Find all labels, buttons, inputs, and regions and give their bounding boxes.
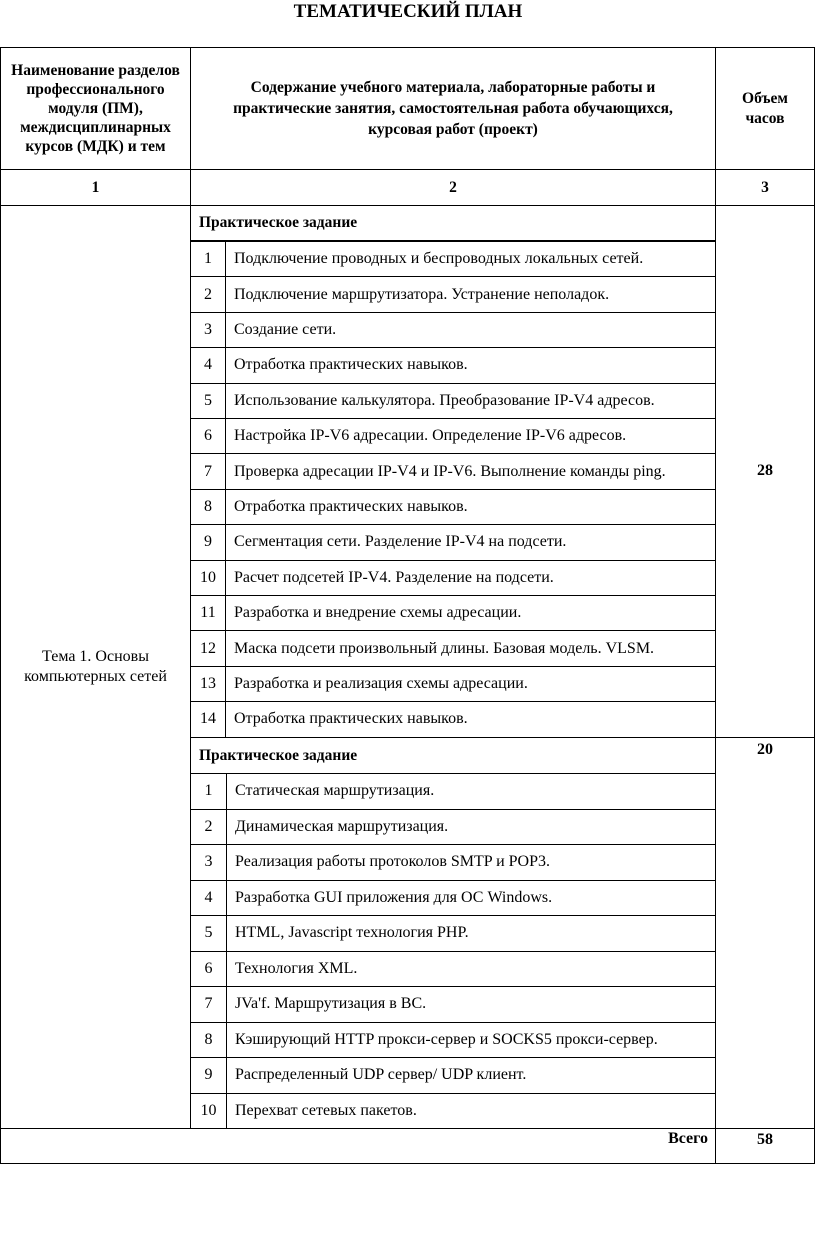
row-number: 9 [190,524,226,560]
topic-cell: Тема 1. Основы компьютерных сетей [0,205,191,1129]
row-text: Разработка и реализация схемы адресации. [225,666,716,702]
row-number: 10 [190,560,226,596]
row-number: 13 [190,666,226,702]
row-number: 6 [190,951,227,988]
row-text: Распределенный UDP сервер/ UDP клиент. [226,1057,716,1094]
row-number: 4 [190,880,227,917]
row-text: HTML, Javascript технология PHP. [226,915,716,952]
row-text: Подключение маршрутизатора. Устранение неполадок. [225,276,716,312]
row-text: Сегментация сети. Разделение IP-V4 на подсети. [225,524,716,560]
row-number: 14 [190,701,226,737]
row-number: 8 [190,1022,227,1059]
row-text: Отработка практических навыков. [225,701,716,737]
row-number: 2 [190,276,226,312]
page-title: ТЕМАТИЧЕСКИЙ ПЛАН [293,1,523,22]
col-number-3: 3 [715,169,815,206]
row-text: Разработка и внедрение схемы адресации. [225,595,716,631]
row-text: Отработка практических навыков. [225,489,716,525]
row-text: Отработка практических навыков. [225,347,716,383]
row-number: 4 [190,347,226,383]
hours-section1: 28 [757,462,773,479]
row-text: Разработка GUI приложения для ОС Windows. [226,880,716,917]
row-number: 3 [190,312,226,348]
row-text: Настройка IP-V6 адресации. Определение IP-V6 адресов. [225,418,716,454]
total-value: 58 [715,1128,815,1164]
row-text: Кэширующий HTTP прокси-сервер и SOCKS5 прокси-сервер. [226,1022,716,1059]
row-number: 1 [190,241,226,277]
row-number: 6 [190,418,226,454]
hours-cell-section2 [715,737,815,1129]
col-number-1: 1 [0,169,191,206]
row-number: 5 [190,915,227,952]
row-text: Технология XML. [226,951,716,988]
hours-section2: 20 [757,741,773,758]
row-number: 2 [190,809,227,846]
section2-title: Практическое задание [190,737,716,774]
row-number: 7 [190,453,226,489]
row-number: 3 [190,844,227,881]
row-number: 10 [190,1093,227,1130]
row-text: Реализация работы протоколов SMTP и POP3. [226,844,716,881]
header-col-content: Содержание учебного материала, лабораторные работы и практические занятия, самостоятельная работа обучающихся, курсовая работ (проект) [190,47,716,170]
row-text: JVa'f. Маршрутизация в ВС. [226,986,716,1023]
row-number: 12 [190,630,226,666]
header-col-sections: Наименование разделов профессионального модуля (ПМ), междисциплинарных курсов (МДК) и тем [0,47,191,170]
col-number-2: 2 [190,169,716,206]
header-col-hours: Объем часов [715,47,815,170]
row-number: 5 [190,383,226,419]
row-text: Расчет подсетей IP-V4. Разделение на подсети. [225,560,716,596]
row-text: Перехват сетевых пакетов. [226,1093,716,1130]
row-number: 7 [190,986,227,1023]
row-text: Динамическая маршрутизация. [226,809,716,846]
row-number: 9 [190,1057,227,1094]
row-text: Статическая маршрутизация. [226,773,716,810]
row-text: Использование калькулятора. Преобразование IP-V4 адресов. [225,383,716,419]
row-number: 1 [190,773,227,810]
row-text: Создание сети. [225,312,716,348]
row-text: Проверка адресации IP-V4 и IP-V6. Выполнение команды ping. [225,453,716,489]
section1-title: Практическое задание [190,205,716,241]
row-number: 8 [190,489,226,525]
row-text: Маска подсети произвольный длины. Базовая модель. VLSM. [225,630,716,666]
row-text: Подключение проводных и беспроводных локальных сетей. [225,241,716,277]
row-number: 11 [190,595,226,631]
total-label: Всего [668,1130,708,1147]
